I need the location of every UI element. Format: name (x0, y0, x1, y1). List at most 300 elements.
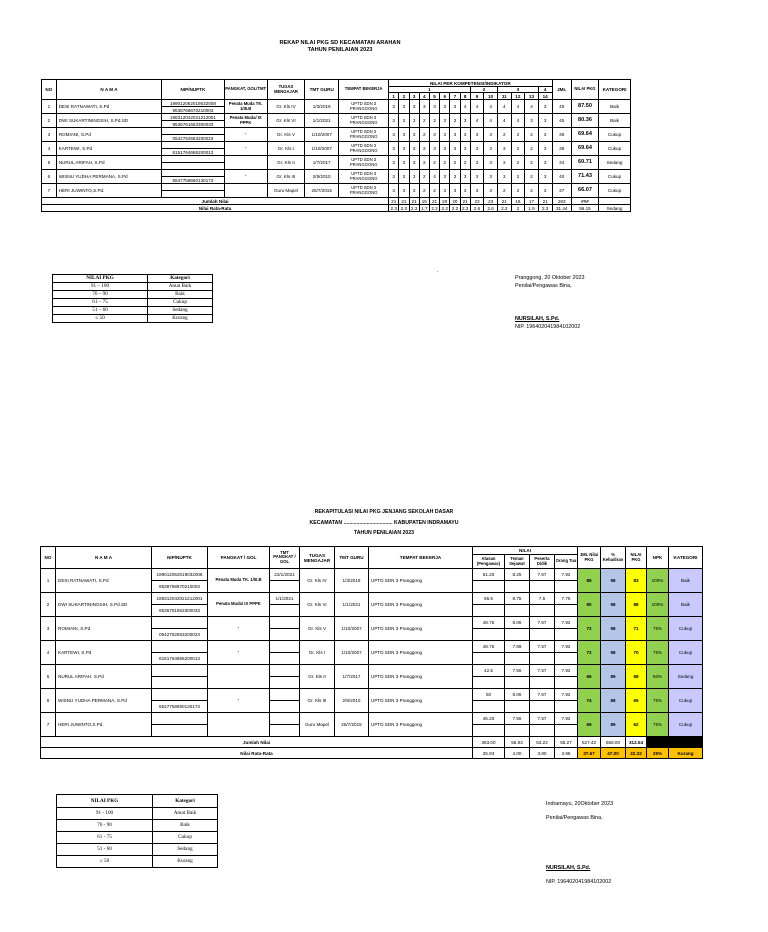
table-row (41, 665, 703, 677)
row-pangkat (224, 184, 267, 198)
row-peserta: 7.5 (530, 593, 555, 605)
average-pkg: 22.32 (626, 748, 647, 759)
row-teman-sub (505, 581, 530, 593)
table-row (42, 142, 631, 149)
average-score: 2.6 (470, 205, 484, 212)
row-jml: 39 (552, 142, 571, 156)
row-number: 7 (42, 184, 57, 198)
row-score: 3 (429, 128, 439, 142)
ref-header-kategori: Kategori (148, 275, 213, 283)
row-tmt-pangkat-sub (270, 701, 300, 713)
row-score: 3 (497, 142, 511, 156)
indicator-header: 12 (511, 93, 525, 100)
row-score: 2 (525, 170, 539, 184)
row-nilai-pkg: 70 (626, 641, 647, 665)
col2-kategori: KATEGORI (669, 547, 703, 569)
col2-nama: N A M A (56, 547, 152, 569)
row-kehadiran: 89 (601, 665, 626, 689)
reference-row (57, 808, 218, 820)
doc2-signature (546, 797, 613, 889)
row-jml: 39 (552, 128, 571, 142)
reference-range: 76 – 90 (53, 291, 148, 299)
row-score: 3 (460, 128, 470, 142)
row-score: 2 (525, 142, 539, 156)
average-score: 1.7 (421, 205, 428, 211)
col2-tempat: TEMPAT BEKERJA (369, 547, 473, 569)
row-score: 3 (497, 170, 511, 184)
doc1-title (0, 40, 680, 54)
col-nilai-pkg: NILAI PKG (571, 80, 598, 100)
total-score: 17 (525, 198, 539, 205)
row-score: 3 (450, 184, 460, 198)
average-score: 2.3 (431, 205, 438, 211)
row-score: 4 (460, 100, 470, 114)
row-score: 3 (484, 156, 498, 170)
row-tempat: UPTD SDN 3 Pranggong (369, 713, 473, 737)
row-ortu-sub (555, 677, 578, 689)
average-score: 2.3 (461, 205, 469, 211)
row-number: 6 (41, 689, 56, 713)
col2-nilai-pkg: NILAI PKG (626, 547, 647, 569)
row-score: 3 (389, 128, 399, 142)
indicator-header: 8 (460, 93, 470, 100)
row-tempat: UPTD SDN 3 PRANGGONG (339, 114, 389, 128)
row-number: 3 (41, 617, 56, 641)
row-tugas: Gr. Kls II (300, 665, 335, 689)
total-score: 21 (399, 198, 409, 205)
col-kategori: KATEGORI (599, 80, 631, 100)
row-ortu-sub (555, 605, 578, 617)
average-jml: 37.67 (578, 748, 601, 759)
average-kat: Kurang (669, 748, 703, 759)
row-nuptk: 6151764666200013 (152, 653, 208, 665)
doc2-title (0, 507, 768, 539)
average-ortu: 3.95 (555, 748, 578, 759)
table-row (41, 713, 703, 725)
row-tempat: UPTD SDN 3 Pranggong (369, 569, 473, 593)
row-tmt: 2/9/2010 (335, 689, 369, 713)
row-score: 4 (497, 100, 511, 114)
row-score: 3 (399, 142, 409, 156)
reference-category: Amat Baik (148, 283, 213, 291)
row-kategori: Cukup (599, 128, 631, 142)
row-tmt-pangkat-sub (270, 653, 300, 665)
row-score: 2 (419, 170, 429, 184)
row-tmt-pangkat (270, 689, 300, 701)
average-score: 2.6 (484, 205, 498, 212)
total-filler (647, 737, 703, 748)
row-score: 3 (399, 184, 409, 198)
row-tmt: 1/1/2021 (305, 114, 339, 128)
row-nilai-pkg: 71.43 (571, 170, 598, 184)
row-score: 4 (525, 100, 539, 114)
row-ortu: 7.92 (555, 641, 578, 653)
ref-header-nilai: NILAI PKG (53, 275, 148, 283)
row-tempat: UPTD SDN 3 Pranggong (369, 617, 473, 641)
total-score: 21 (409, 198, 419, 205)
row-score: 2 (429, 156, 439, 170)
average-row (42, 205, 631, 212)
row-nuptk: 6151764666200013 (162, 149, 224, 156)
col2-ortu: Orang Tua (555, 555, 578, 569)
row-teman: 8.06 (505, 617, 530, 629)
row-name: ROMIANI, S.Pd (56, 617, 152, 641)
average-label: Nilai Rata-Rata (42, 205, 389, 212)
row-tugas: Gr. Kls II (267, 156, 304, 170)
row-kategori: Cukup (599, 184, 631, 198)
row-nip (152, 689, 208, 701)
row-nip (152, 665, 208, 677)
row-tempat: UPTD SDN 3 Pranggong (369, 665, 473, 689)
average-score: 2.2 (451, 205, 459, 211)
row-tugas: Gr. Kls VI (300, 593, 335, 617)
average-score: 2.3 (497, 205, 511, 212)
col2-tmt: TMT GURU (335, 547, 369, 569)
row-tmt: 1/10/2007 (305, 128, 339, 142)
row-npk: 50% (647, 665, 669, 689)
reference-row (53, 283, 213, 291)
row-score: 3 (419, 100, 429, 114)
row-score: 4 (511, 114, 525, 128)
reference-row (57, 832, 218, 844)
col2-nilai-group: NILAI (473, 547, 578, 555)
row-score: 3 (429, 100, 439, 114)
row-score: 3 (440, 170, 450, 184)
row-tmt-pangkat-sub (270, 725, 300, 737)
row-jml: 72 (578, 641, 601, 665)
row-jml: 85 (578, 569, 601, 593)
row-nuptk: 0542762663200023 (162, 135, 224, 142)
reference-row (57, 844, 218, 856)
row-score: 3 (409, 114, 419, 128)
doc2-title-line3: TAHUN PENILAIAN 2023 (353, 530, 415, 536)
row-score: 2 (419, 184, 429, 198)
row-atasan: 61.25 (473, 569, 505, 581)
table-row (42, 128, 631, 135)
row-score: 2 (450, 156, 460, 170)
competency-1: 1 (389, 87, 471, 93)
total-row (41, 737, 703, 748)
row-peserta-sub (530, 653, 555, 665)
row-score: 3 (389, 142, 399, 156)
row-score: 3 (440, 142, 450, 156)
indicator-header: 4 (419, 93, 429, 100)
row-npk: 75% (647, 641, 669, 665)
total-score: 20 (440, 198, 450, 205)
row-nip (152, 641, 208, 653)
total-score: 21 (538, 198, 552, 205)
row-peserta-sub (530, 725, 555, 737)
row-tmt: 25/7/2015 (335, 713, 369, 737)
row-score: 3 (389, 170, 399, 184)
row-kategori: Cukup (669, 617, 703, 641)
reference-range: 91 – 100 (53, 283, 148, 291)
row-number: 5 (41, 665, 56, 689)
row-score: 4 (470, 114, 484, 128)
sig-place-date: Pranggong, 20 Oktober 2023 (515, 275, 585, 281)
row-name: DESI RATNAWATI, S.Pd (56, 100, 162, 114)
row-tugas: Gr. Kls IV (267, 100, 304, 114)
table-row (42, 184, 631, 191)
row-name: DESI RATNAWATI, S.Pd (56, 569, 152, 593)
row-score: 4 (429, 170, 439, 184)
row-score: 2 (429, 184, 439, 198)
row-jml: 66 (578, 665, 601, 689)
row-teman-sub (505, 701, 530, 713)
row-kategori: Cukup (599, 142, 631, 156)
reference-row (53, 307, 213, 315)
total-jml: 527.42 (578, 737, 601, 748)
row-name: KARTEWI, S.Pd (56, 641, 152, 665)
col2-jml: JML Nilai PKG (578, 547, 601, 569)
col-nip: NIP/NUPTK (162, 80, 224, 100)
row-score: 3 (484, 128, 498, 142)
row-npk: 100% (647, 569, 669, 593)
row-tugas: Gr. Kls V (267, 128, 304, 142)
row-teman: 7.56 (505, 713, 530, 725)
row-jml: 37 (552, 184, 571, 198)
row-name: HERI JUWINTO,S.Pd. (56, 184, 162, 198)
row-score: 3 (409, 156, 419, 170)
row-nilai-pkg: 69.64 (571, 142, 598, 156)
row-score: 3 (409, 170, 419, 184)
row-number: 4 (42, 142, 57, 156)
row-tmt: 1/7/2017 (305, 156, 339, 170)
row-npk: 75% (647, 713, 669, 737)
sig-name: NURSILAH, S.Pd. (515, 316, 560, 322)
row-tempat: UPTD SDN 3 Pranggong (369, 641, 473, 665)
row-kategori: Sedang (599, 156, 631, 170)
row-pangkat: Penata Muda TK. 1/III.B (224, 100, 267, 114)
average-npk: 25% (647, 748, 669, 759)
reference-range: 51 - 60 (57, 844, 153, 856)
row-pangkat: - (208, 617, 270, 641)
col-tmt: TMT GURU (305, 80, 339, 100)
row-score: 3 (470, 156, 484, 170)
row-score: 3 (440, 128, 450, 142)
row-pangkat (224, 156, 267, 170)
sig2-name: NURSILAH, S.Pd. (546, 865, 591, 871)
row-tugas: Gr. Kls I (267, 142, 304, 156)
row-score: 3 (429, 114, 439, 128)
row-kehadiran: 98 (601, 593, 626, 617)
indicator-header: 2 (399, 93, 409, 100)
indicator-header: 3 (409, 93, 419, 100)
row-score: 3 (450, 100, 460, 114)
row-nilai-pkg: 83 (626, 569, 647, 593)
row-ortu-sub (555, 581, 578, 593)
row-score: 3 (409, 100, 419, 114)
row-tugas: Gr. Kls III (300, 689, 335, 713)
row-score: 3 (450, 142, 460, 156)
row-atasan-sub (473, 701, 505, 713)
row-nilai-pkg: 71 (626, 617, 647, 641)
row-score: 3 (538, 170, 552, 184)
row-number: 5 (42, 156, 57, 170)
average-score: 2.3 (390, 205, 397, 211)
row-name: DWI SUKARTININGSIH, S.Pd.SD (56, 593, 152, 617)
row-number: 4 (41, 641, 56, 665)
row-tmt: 1/10/2007 (305, 142, 339, 156)
col2-tugas: TUGAS MENGAJAR (300, 547, 335, 569)
reference-category: Sedang (148, 307, 213, 315)
row-score: 3 (460, 170, 470, 184)
row-nuptk (162, 191, 224, 198)
row-score: 3 (484, 170, 498, 184)
row-teman: 8.75 (505, 593, 530, 605)
row-pangkat: - (208, 689, 270, 713)
competency-2: 2 (470, 87, 497, 93)
row-tmt-pangkat (270, 617, 300, 629)
col2-atasan: Atasan (Pengawas) (473, 555, 505, 569)
row-jml: 40 (552, 170, 571, 184)
row-jml: 72 (578, 617, 601, 641)
row-number: 1 (41, 569, 56, 593)
row-nip: 198312042021212001 (152, 593, 208, 605)
row-score: 2 (511, 170, 525, 184)
total-atasan: 363.00 (473, 737, 505, 748)
reference-category: Baik (148, 291, 213, 299)
row-ortu: 7.92 (555, 689, 578, 701)
total-teman: 55.93 (505, 737, 530, 748)
row-kehadiran: 98 (601, 641, 626, 665)
reference-row (53, 291, 213, 299)
doc2-reference-table (56, 794, 218, 868)
row-jml: 49 (552, 100, 571, 114)
total-score: 23 (484, 198, 498, 205)
col-nama: N A M A (56, 80, 162, 100)
reference-range: 51 – 60 (53, 307, 148, 315)
row-tmt-pangkat: 1/1/2021 (270, 593, 300, 605)
row-pangkat: Penata Muda/ IX PPPK (224, 114, 267, 128)
row-tempat: UPTD SDN 3 PRANGGONG (339, 156, 389, 170)
row-atasan: 65.5 (473, 593, 505, 605)
row-nuptk: 9536761663300033 (152, 605, 208, 617)
row-nilai-pkg: 87.50 (571, 100, 598, 114)
row-pangkat (208, 665, 270, 689)
row-score: 3 (440, 184, 450, 198)
row-peserta: 7.57 (530, 713, 555, 725)
average-kategori: Sedang (599, 205, 631, 212)
row-score: 4 (484, 114, 498, 128)
row-atasan: 46.25 (473, 713, 505, 725)
row-atasan-sub (473, 605, 505, 617)
doc1-dot: . (437, 268, 439, 274)
row-score: 4 (497, 114, 511, 128)
row-tmt: 1/7/2017 (335, 665, 369, 689)
doc1-signature (515, 274, 585, 331)
row-score: 3 (409, 128, 419, 142)
row-pangkat: - (224, 170, 267, 184)
row-nuptk: 9536761663300033 (162, 121, 224, 128)
row-teman: 8.25 (505, 569, 530, 581)
row-score: 3 (450, 114, 460, 128)
row-atasan: 48.75 (473, 617, 505, 629)
row-score: 3 (538, 156, 552, 170)
table-row (42, 170, 631, 177)
row-tmt: 2/9/2010 (305, 170, 339, 184)
row-ortu: 7.92 (555, 665, 578, 677)
row-nilai-pkg: 60.71 (571, 156, 598, 170)
row-tmt: 1/10/2007 (335, 617, 369, 641)
reference-row (57, 856, 218, 868)
row-score: 3 (389, 100, 399, 114)
total-score: 21 (389, 198, 399, 205)
ref2-header-nilai: NILAI PKG (57, 795, 153, 808)
row-number: 7 (41, 713, 56, 737)
row-score: 3 (440, 114, 450, 128)
row-score: 2 (497, 156, 511, 170)
row-atasan-sub (473, 581, 505, 593)
row-nilai-pkg: 58 (626, 665, 647, 689)
row-pangkat: - (224, 128, 267, 142)
row-jml: 69 (578, 713, 601, 737)
row-score: 3 (399, 114, 409, 128)
row-nip (152, 713, 208, 725)
indicator-header: 14 (538, 93, 552, 100)
row-name: WISNU YUDHA PERMANA, S.Pd (56, 689, 152, 713)
row-score: 2 (511, 128, 525, 142)
row-tmt-pangkat-sub (270, 677, 300, 689)
row-kehadiran: 98 (601, 569, 626, 593)
row-nip: 198312042021212001 (162, 114, 224, 121)
row-peserta-sub (530, 581, 555, 593)
row-tempat: UPTD SDN 3 PRANGGONG (339, 170, 389, 184)
row-teman-sub (505, 677, 530, 689)
col2-nip: NIP/NUPTK (152, 547, 208, 569)
indicator-header: 9 (470, 93, 484, 100)
reference-range: 76 - 90 (57, 820, 153, 832)
average-score: 2 (511, 205, 525, 212)
competency-3: 3 (497, 87, 538, 93)
row-score: 3 (460, 142, 470, 156)
row-tmt: 1/3/2019 (305, 100, 339, 114)
average-score: 2.3 (538, 205, 552, 212)
indicator-header: 1 (389, 93, 399, 100)
total-score: 21 (460, 198, 470, 205)
row-peserta: 7.67 (530, 569, 555, 581)
row-nip (162, 184, 224, 191)
row-tugas: Guru Mapel (300, 713, 335, 737)
row-nilai-pkg: 69.64 (571, 128, 598, 142)
row-pangkat: - (224, 142, 267, 156)
row-kategori: Cukup (599, 170, 631, 184)
row-tugas: Gr. Kls V (300, 617, 335, 641)
row-tempat: UPTD SDN 3 PRANGGONG (339, 184, 389, 198)
reference-range: 61 - 75 (57, 832, 153, 844)
total-score: 23 (470, 198, 484, 205)
indicator-header: 10 (484, 93, 498, 100)
row-tugas: Gr. Kls I (300, 641, 335, 665)
row-kategori: Baik (669, 593, 703, 617)
row-tmt-pangkat: 22/1/2021 (270, 569, 300, 581)
row-score: 3 (399, 128, 409, 142)
row-nilai-pkg: 80.36 (571, 114, 598, 128)
average-hadir: 47.00 (601, 748, 626, 759)
total-ortu: 55.27 (555, 737, 578, 748)
reference-range: 91 - 100 (57, 808, 153, 820)
row-score: 2 (511, 142, 525, 156)
row-npk: 75% (647, 689, 669, 713)
row-score: 2 (511, 156, 525, 170)
row-tugas: Gr. Kls III (267, 170, 304, 184)
row-peserta-sub (530, 677, 555, 689)
row-score: 3 (460, 114, 470, 128)
row-peserta: 7.67 (530, 689, 555, 701)
row-nuptk: 9538768670210003 (152, 581, 208, 593)
row-score: 3 (484, 184, 498, 198)
row-number: 1 (42, 100, 57, 114)
